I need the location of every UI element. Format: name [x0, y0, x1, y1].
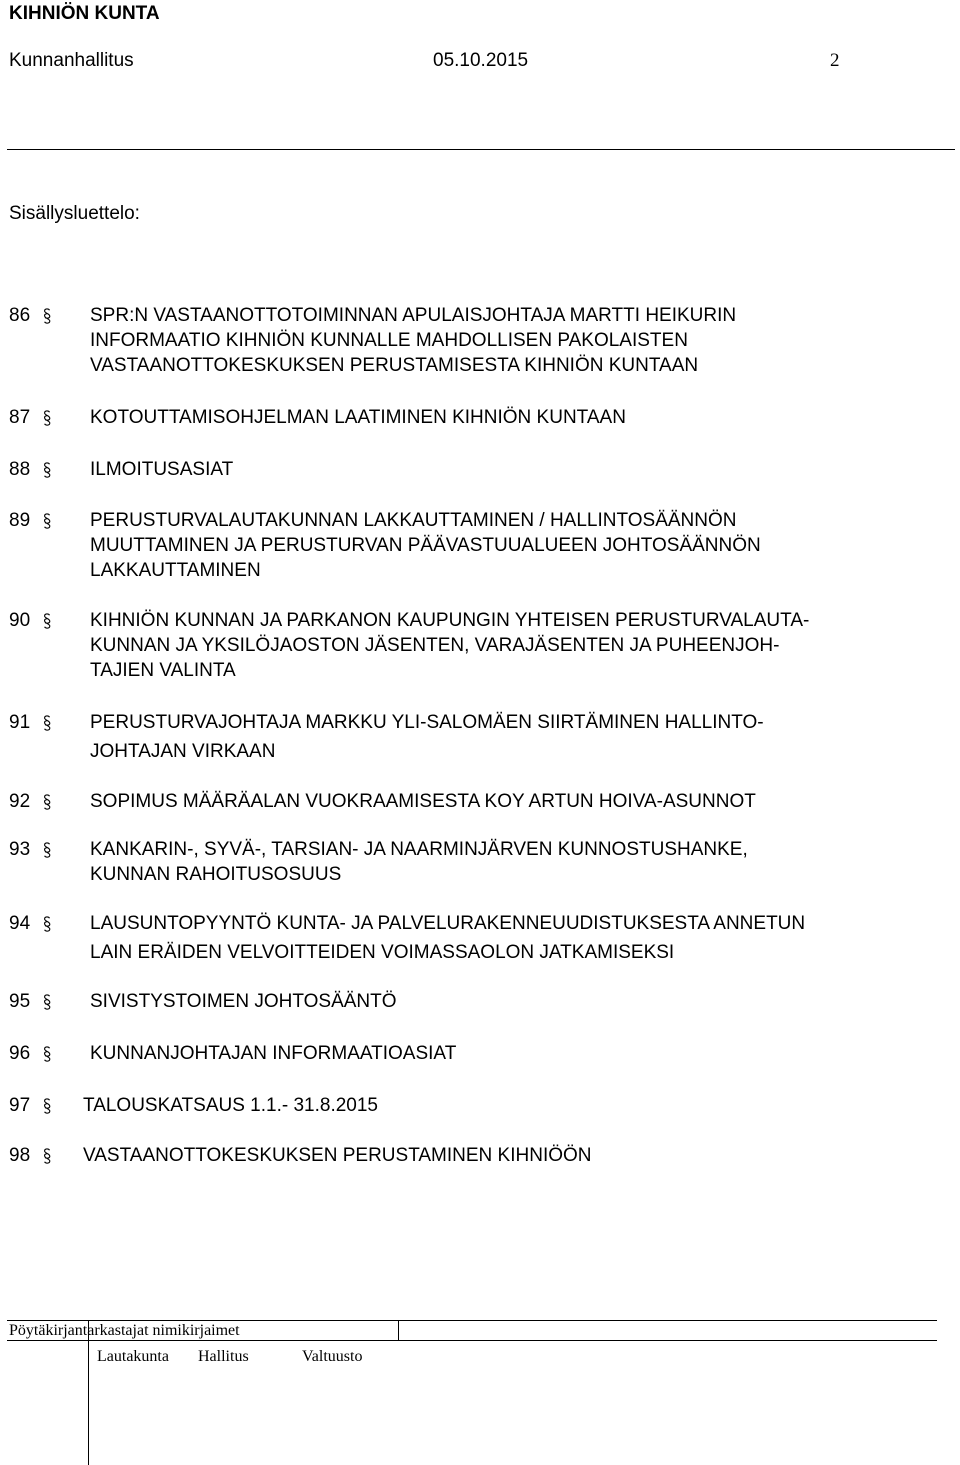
toc-entry-number: 98: [9, 1145, 31, 1166]
toc-entry-number: 94: [9, 913, 31, 934]
toc-entry-line: SOPIMUS MÄÄRÄALAN VUOKRAAMISESTA KOY ARTUN HOIVA-ASUNNOT: [90, 791, 756, 812]
toc-entry-number: 96: [9, 1043, 31, 1064]
footer-label-divider: [398, 1320, 399, 1340]
toc-entry-line: VASTAANOTTOKESKUKSEN PERUSTAMINEN KIHNIÖÖN: [83, 1145, 592, 1166]
meeting-body: Kunnanhallitus: [9, 50, 134, 71]
section-sign-icon: [40, 714, 54, 732]
toc-entry-line: PERUSTURVALAUTAKUNNAN LAKKAUTTAMINEN / HALLINTOSÄÄNNÖN: [90, 510, 737, 531]
toc-entry-number: 92: [9, 791, 31, 812]
toc-entry-line: KANKARIN-, SYVÄ-, TARSIAN- JA NAARMINJÄRVEN KUNNOSTUSHANKE,: [90, 839, 748, 860]
toc-entry-number: 95: [9, 991, 31, 1012]
page-number: 2: [830, 50, 840, 71]
section-sign-icon: [40, 841, 54, 859]
toc-entry-line: MUUTTAMINEN JA PERUSTURVAN PÄÄVASTUUALUEEN JOHTOSÄÄNNÖN: [90, 535, 761, 556]
toc-entry-line: LAKKAUTTAMINEN: [90, 560, 261, 581]
header-divider: [7, 149, 955, 150]
toc-entry-number: 86: [9, 305, 31, 326]
section-sign-icon: [40, 409, 54, 427]
section-sign-icon: [40, 307, 54, 325]
toc-entry-line: LAUSUNTOPYYNTÖ KUNTA- JA PALVELURAKENNEUUDISTUKSESTA ANNETUN: [90, 913, 806, 934]
toc-entry-number: 88: [9, 459, 31, 480]
toc-entry-line: INFORMAATIO KIHNIÖN KUNNALLE MAHDOLLISEN PAKOLAISTEN: [90, 330, 688, 351]
section-sign-icon: [40, 1045, 54, 1063]
footer-col-valtuusto: Valtuusto: [302, 1348, 363, 1365]
section-sign-icon: [40, 793, 54, 811]
section-sign-icon: [40, 1147, 54, 1165]
section-sign-icon: [40, 1097, 54, 1115]
section-sign-icon: [40, 461, 54, 479]
toc-entry-line: VASTAANOTTOKESKUKSEN PERUSTAMISESTA KIHNIÖN KUNTAAN: [90, 355, 699, 376]
organization-name: KIHNIÖN KUNTA: [9, 3, 160, 24]
signatures-label: Pöytäkirjantarkastajat nimikirjaimet: [9, 1322, 240, 1339]
toc-entry-number: 97: [9, 1095, 31, 1116]
toc-entry-line: SIVISTYSTOIMEN JOHTOSÄÄNTÖ: [90, 991, 397, 1012]
toc-entry-number: 89: [9, 510, 31, 531]
footer-mid-rule: [7, 1340, 937, 1341]
section-sign-icon: [40, 612, 54, 630]
toc-entry-line: SPR:N VASTAANOTTOTOIMINNAN APULAISJOHTAJA MARTTI HEIKURIN: [90, 305, 737, 326]
toc-entry-line: LAIN ERÄIDEN VELVOITTEIDEN VOIMASSAOLON JATKAMISEKSI: [90, 942, 675, 963]
section-sign-icon: [40, 915, 54, 933]
footer-top-rule: [7, 1320, 937, 1321]
toc-title: Sisällysluettelo:: [9, 203, 140, 224]
toc-entry-number: 90: [9, 610, 31, 631]
toc-entry-line: PERUSTURVAJOHTAJA MARKKU YLI-SALOMÄEN SIIRTÄMINEN HALLINTO-: [90, 712, 764, 733]
toc-entry-line: KUNNAN RAHOITUSOSUUS: [90, 864, 342, 885]
toc-entry-line: ILMOITUSASIAT: [90, 459, 234, 480]
toc-entry-line: KIHNIÖN KUNNAN JA PARKANON KAUPUNGIN YHTEISEN PERUSTURVALAUTA-: [90, 610, 810, 631]
toc-entry-line: JOHTAJAN VIRKAAN: [90, 741, 276, 762]
toc-entry-number: 91: [9, 712, 31, 733]
section-sign-icon: [40, 993, 54, 1011]
toc-entry-line: KOTOUTTAMISOHJELMAN LAATIMINEN KIHNIÖN KUNTAAN: [90, 407, 626, 428]
footer-col-lautakunta: Lautakunta: [97, 1348, 169, 1365]
toc-entry-line: TALOUSKATSAUS 1.1.- 31.8.2015: [83, 1095, 378, 1116]
footer-col-hallitus: Hallitus: [198, 1348, 249, 1365]
toc-entry-number: 87: [9, 407, 31, 428]
meeting-date: 05.10.2015: [433, 50, 529, 71]
section-sign-icon: [40, 512, 54, 530]
toc-entry-line: KUNNAN JA YKSILÖJAOSTON JÄSENTEN, VARAJÄSENTEN JA PUHEENJOH-: [90, 635, 780, 656]
toc-entry-number: 93: [9, 839, 31, 860]
footer-column-divider: [88, 1320, 89, 1465]
toc-entry-line: KUNNANJOHTAJAN INFORMAATIOASIAT: [90, 1043, 457, 1064]
toc-entry-line: TAJIEN VALINTA: [90, 660, 236, 681]
